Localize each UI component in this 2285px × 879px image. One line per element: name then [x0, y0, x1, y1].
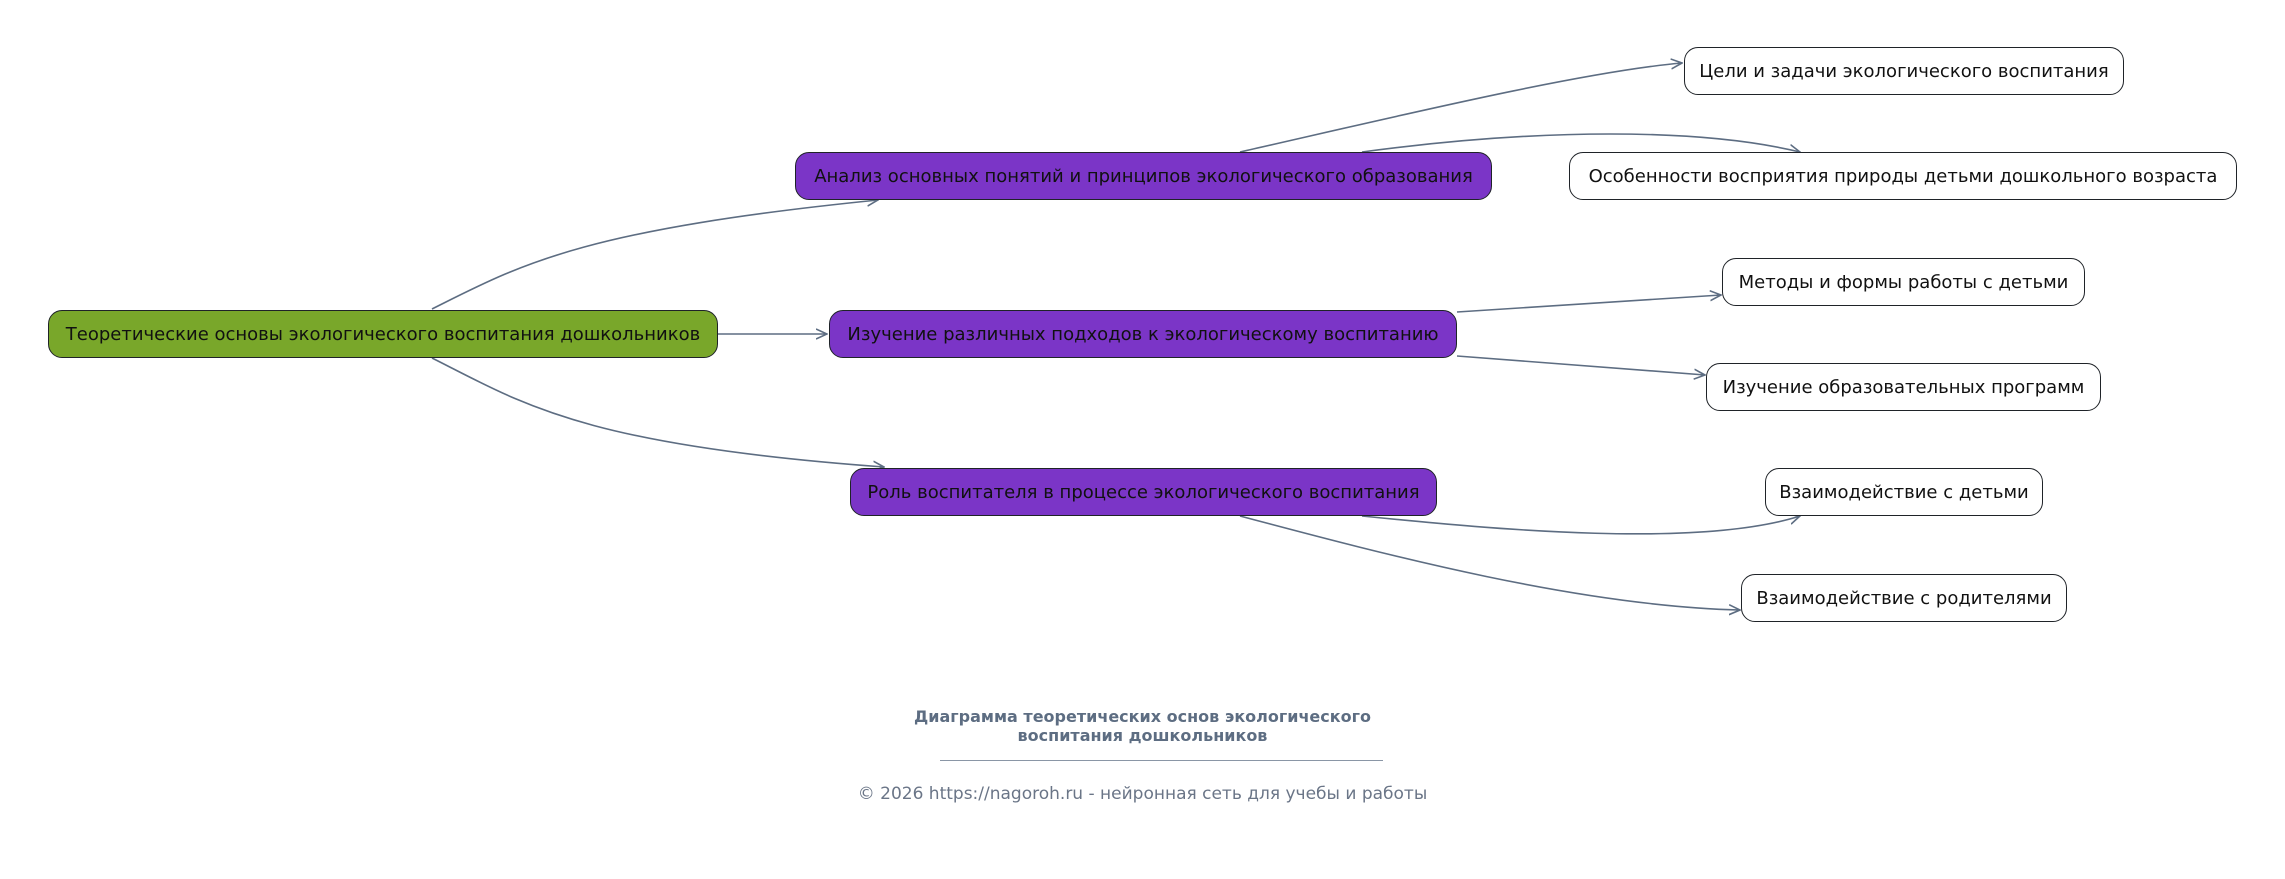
caption-title-line-2: воспитания дошкольников	[1017, 726, 1268, 745]
edge-root-to-branch-3	[432, 358, 884, 467]
leaf-node-3	[1722, 258, 2085, 306]
leaf-node-6-label: Взаимодействие с родителями	[1756, 587, 2052, 609]
leaf-node-4-label: Изучение образовательных программ	[1722, 376, 2085, 398]
caption-divider	[940, 760, 1383, 761]
leaf-node-2	[1569, 152, 2237, 200]
leaf-node-3-label: Методы и формы работы с детьми	[1738, 271, 2069, 293]
edge-branch-1-to-leaf-1	[1240, 63, 1682, 152]
edge-branch-3-to-leaf-6	[1240, 516, 1740, 610]
edge-branch-1-to-leaf-2	[1362, 134, 1800, 152]
diagram-caption-title	[0, 707, 2285, 745]
branch-node-2	[829, 310, 1457, 358]
branch-node-3-label: Роль воспитателя в процессе экологического воспитания	[867, 481, 1420, 503]
edge-branch-2-to-leaf-4	[1457, 356, 1705, 375]
branch-node-2-label: Изучение различных подходов к экологическому воспитанию	[847, 323, 1439, 345]
edge-branch-2-to-leaf-3	[1457, 295, 1721, 312]
edge-branch-3-to-leaf-5	[1362, 516, 1800, 534]
leaf-node-1-label: Цели и задачи экологического воспитания	[1699, 60, 2109, 82]
leaf-node-4	[1706, 363, 2101, 411]
edge-root-to-branch-1	[432, 200, 878, 309]
leaf-node-5-label: Взаимодействие с детьми	[1779, 481, 2029, 503]
leaf-node-6	[1741, 574, 2067, 622]
copyright-text: © 2026 https://nagoroh.ru - нейронная сеть для учебы и работы	[857, 784, 1428, 804]
branch-node-1-label: Анализ основных понятий и принципов экологического образования	[814, 165, 1473, 187]
caption-title-line-1: Диаграмма теоретических основ экологического	[914, 707, 1371, 726]
branch-node-3	[850, 468, 1437, 516]
leaf-node-1	[1684, 47, 2124, 95]
root-node-label: Теоретические основы экологического воспитания дошкольников	[65, 323, 701, 345]
root-node	[48, 310, 718, 358]
branch-node-1	[795, 152, 1492, 200]
leaf-node-5	[1765, 468, 2043, 516]
leaf-node-2-label: Особенности восприятия природы детьми дошкольного возраста	[1588, 165, 2218, 187]
